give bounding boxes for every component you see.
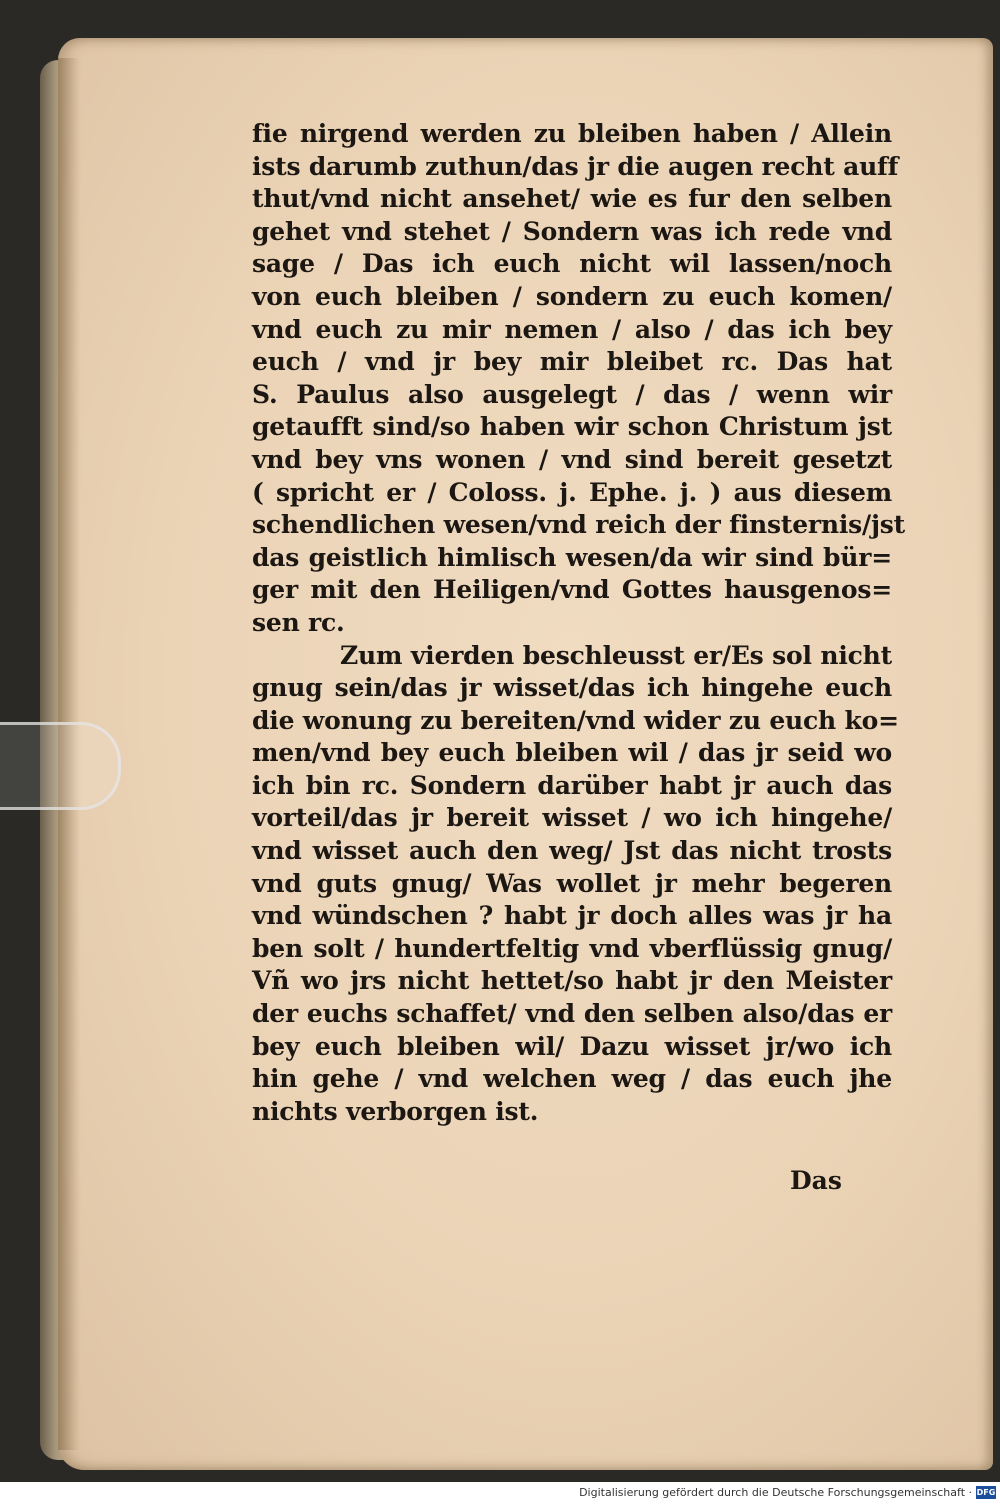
text-line: sage / Das ich euch nicht wil lassen/noch (252, 249, 892, 279)
funding-credit: Digitalisierung gefördert durch die Deutsche Forschungsgemeinschaft · (579, 1486, 972, 1499)
text-line: vnd bey vns wonen / vnd sind bereit gesetzt (252, 444, 892, 474)
footer-bar (0, 1482, 1000, 1505)
text-line: vnd wündschen ? habt jr doch alles was jr ha (252, 901, 892, 931)
text-line: getaufft sind/so haben wir schon Christum jst (252, 412, 892, 442)
text-line: vnd guts gnug/ Was wollet jr mehr begeren (252, 868, 892, 898)
text-line: hin gehe / vnd welchen weg / das euch jhe (252, 1064, 892, 1094)
catchword: Das (790, 1166, 842, 1195)
page-text (252, 118, 906, 1128)
text-line: bey euch bleiben wil/ Dazu wisset jr/wo ich (252, 1031, 892, 1061)
text-line: sen rc. (252, 607, 345, 637)
text-line: S. Paulus also ausgelegt / das / wenn wir (252, 379, 892, 409)
text-line: ists darumb zuthun/das jr die augen recht auff (252, 151, 899, 181)
text-line: thut/vnd nicht ansehet/ wie es fur den selben (252, 184, 892, 214)
text-line: Vñ wo jrs nicht hettet/so habt jr den Meister (252, 966, 892, 996)
text-line: von euch bleiben / sondern zu euch komen/ (252, 281, 892, 311)
text-line: euch / vnd jr bey mir bleibet rc. Das hat (252, 347, 892, 377)
text-line: ben solt / hundertfeltig vnd vberflüssig gnug/ (252, 933, 892, 963)
text-line: schendlichen wesen/vnd reich der finsternis/jst (252, 510, 906, 540)
text-line: vorteil/das jr bereit wisset / wo ich hingehe/ (252, 803, 892, 833)
text-line: gnug sein/das jr wisset/das ich hingehe euch (252, 673, 892, 703)
text-line: die wonung zu bereiten/vnd wider zu euch ko= (252, 705, 899, 735)
text-line: das geistlich himlisch wesen/da wir sind bür= (252, 542, 892, 572)
text-line: ger mit den Heiligen/vnd Gottes hausgenos= (252, 575, 892, 605)
text-line: vnd euch zu mir nemen / also / das ich bey (252, 314, 892, 344)
text-line: ( spricht er / Coloss. j. Ephe. j. ) aus diesem (252, 477, 892, 507)
text-line: men/vnd bey euch bleiben wil / das jr seid wo (252, 738, 892, 768)
text-line: Zum vierden beschleusst er/Es sol nicht (340, 640, 892, 670)
text-line: fie nirgend werden zu bleiben haben / Allein (252, 119, 892, 148)
text-line: ich bin rc. Sondern darüber habt jr auch das (252, 770, 892, 800)
page-clip (0, 722, 121, 810)
text-line: der euchs schaffet/ vnd den selben also/das er (252, 999, 892, 1029)
text-line: gehet vnd stehet / Sondern was ich rede vnd (252, 216, 892, 246)
dfg-logo-icon: DFG (976, 1488, 996, 1497)
text-line: nichts verborgen ist. (252, 1096, 539, 1126)
text-line: vnd wisset auch den weg/ Jst das nicht trosts (252, 836, 892, 866)
